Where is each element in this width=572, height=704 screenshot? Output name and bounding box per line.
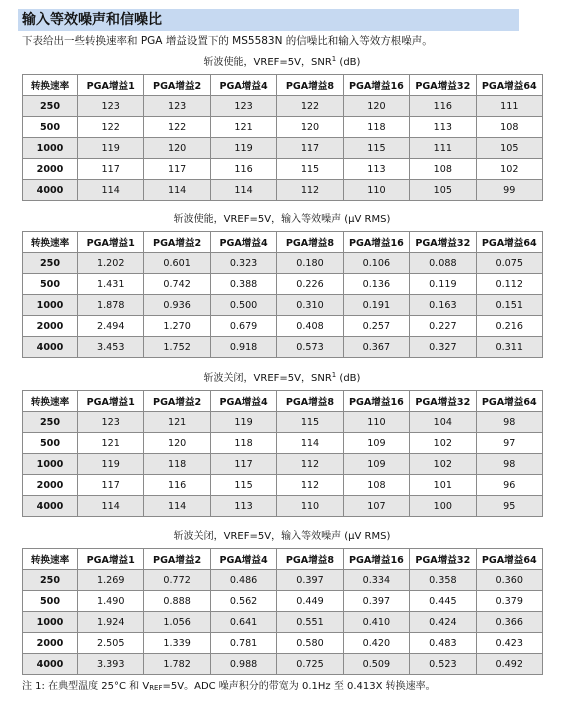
table-caption [22,372,542,386]
table-cell: 102 [476,159,542,180]
table-cell: 0.523 [410,654,476,675]
table-cell: 114 [78,496,144,517]
table-cell: 114 [144,180,210,201]
column-header: PGA增益64 [476,549,542,570]
table-row [23,96,543,117]
column-header: PGA增益1 [78,391,144,412]
row-label-rate: 500 [23,591,78,612]
table-cell: 1.270 [144,316,210,337]
table-cell: 116 [410,96,476,117]
table-cell: 0.075 [476,253,542,274]
table-row [23,454,543,475]
table-cell: 0.106 [343,253,409,274]
table-row [23,496,543,517]
table-cell: 120 [144,138,210,159]
table-cell: 1.056 [144,612,210,633]
column-header: PGA增益1 [78,232,144,253]
table-cell: 115 [277,412,343,433]
footnote-subscript: REF [149,684,163,692]
table-cell: 120 [144,433,210,454]
column-header: PGA增益4 [210,232,276,253]
table-cell: 0.423 [476,633,542,654]
table-cell: 0.551 [277,612,343,633]
column-header: PGA增益8 [277,232,343,253]
table-cell: 117 [210,454,276,475]
table-cell: 117 [144,159,210,180]
table-cell: 0.191 [343,295,409,316]
table-cell: 0.573 [277,337,343,358]
table-cell: 123 [144,96,210,117]
column-header: PGA增益64 [476,232,542,253]
table-cell: 97 [476,433,542,454]
table-row [23,180,543,201]
table-cell: 0.366 [476,612,542,633]
table-header-row [23,391,543,412]
table-cell: 121 [144,412,210,433]
table-caption-text: 斩波使能，VREF=5V，SNR [203,57,332,68]
table-header-row [23,75,543,96]
table-cell: 0.408 [277,316,343,337]
row-label-rate: 2000 [23,633,78,654]
table-row [23,316,543,337]
row-label-rate: 2000 [23,316,78,337]
table-cell: 1.878 [78,295,144,316]
table-cell: 0.424 [410,612,476,633]
table-cell: 101 [410,475,476,496]
table-caption [22,56,542,70]
column-header: PGA增益4 [210,75,276,96]
footnote-prefix: 注 1: 在典型温度 25°C 和 V [22,681,150,692]
column-header: PGA增益1 [78,549,144,570]
table-cell: 98 [476,454,542,475]
column-header: PGA增益8 [277,75,343,96]
row-label-rate: 2000 [23,159,78,180]
table-cell: 120 [277,117,343,138]
column-header: PGA增益2 [144,549,210,570]
table-cell: 117 [78,159,144,180]
table-cell: 117 [277,138,343,159]
table-cell: 119 [210,412,276,433]
table-cell: 111 [476,96,542,117]
table-cell: 112 [277,454,343,475]
table-cell: 1.752 [144,337,210,358]
table-row [23,433,543,454]
column-header: PGA增益64 [476,391,542,412]
table-header-row [23,232,543,253]
table-caption-footnote-ref: 1 [331,55,337,63]
table-cell: 123 [78,412,144,433]
table-cell: 0.397 [343,591,409,612]
table-cell: 2.494 [78,316,144,337]
table-cell: 0.151 [476,295,542,316]
table-cell: 0.119 [410,274,476,295]
table-row [23,412,543,433]
table-cell: 119 [78,138,144,159]
column-header: PGA增益8 [277,391,343,412]
table-cell: 110 [277,496,343,517]
column-header: PGA增益2 [144,391,210,412]
table-cell: 1.924 [78,612,144,633]
table-cell: 0.226 [277,274,343,295]
table-cell: 107 [343,496,409,517]
table-cell: 121 [210,117,276,138]
data-table [22,231,543,358]
table-cell: 0.397 [277,570,343,591]
row-label-rate: 250 [23,253,78,274]
table-cell: 110 [343,412,409,433]
table-cell: 119 [78,454,144,475]
table-cell: 118 [210,433,276,454]
table-caption-unit: (dB) [336,373,361,384]
table-cell: 3.453 [78,337,144,358]
column-header: 转换速率 [23,232,78,253]
table-cell: 0.323 [210,253,276,274]
table-cell: 1.431 [78,274,144,295]
table-cell: 1.339 [144,633,210,654]
table-cell: 115 [210,475,276,496]
column-header: PGA增益16 [343,232,409,253]
row-label-rate: 4000 [23,496,78,517]
table-cell: 0.742 [144,274,210,295]
table-row [23,117,543,138]
table-cell: 122 [144,117,210,138]
table-cell: 121 [78,433,144,454]
table-cell: 113 [210,496,276,517]
row-label-rate: 500 [23,433,78,454]
table-cell: 0.136 [343,274,409,295]
table-cell: 123 [210,96,276,117]
table-cell: 0.180 [277,253,343,274]
table-cell: 116 [144,475,210,496]
table-cell: 0.888 [144,591,210,612]
table-cell: 0.088 [410,253,476,274]
row-label-rate: 500 [23,117,78,138]
table-row [23,591,543,612]
table-row [23,654,543,675]
table-caption-unit: (dB) [336,57,361,68]
table-cell: 114 [78,180,144,201]
table-row [23,570,543,591]
table-cell: 113 [343,159,409,180]
table-cell: 1.782 [144,654,210,675]
table-cell: 0.334 [343,570,409,591]
table-cell: 0.163 [410,295,476,316]
table-caption-footnote-ref: 1 [331,371,337,379]
column-header: PGA增益2 [144,232,210,253]
table-cell: 109 [343,433,409,454]
table-cell: 108 [476,117,542,138]
row-label-rate: 4000 [23,180,78,201]
table-cell: 0.500 [210,295,276,316]
row-label-rate: 500 [23,274,78,295]
table-row [23,295,543,316]
table-cell: 118 [343,117,409,138]
table-cell: 105 [410,180,476,201]
table-cell: 0.483 [410,633,476,654]
data-table [22,74,543,201]
column-header: PGA增益16 [343,75,409,96]
table-cell: 2.505 [78,633,144,654]
table-cell: 0.509 [343,654,409,675]
row-label-rate: 2000 [23,475,78,496]
table-cell: 114 [277,433,343,454]
table-cell: 1.202 [78,253,144,274]
column-header: 转换速率 [23,391,78,412]
table-cell: 0.449 [277,591,343,612]
table-cell: 0.679 [210,316,276,337]
row-label-rate: 1000 [23,454,78,475]
table-caption [22,530,542,544]
table-cell: 0.227 [410,316,476,337]
table-cell: 0.936 [144,295,210,316]
table-cell: 0.445 [410,591,476,612]
table-cell: 0.486 [210,570,276,591]
table-cell: 100 [410,496,476,517]
table-cell: 0.311 [476,337,542,358]
table-cell: 96 [476,475,542,496]
column-header: PGA增益4 [210,391,276,412]
table-cell: 118 [144,454,210,475]
table-cell: 0.358 [410,570,476,591]
table-caption-text: 斩波使能，VREF=5V，输入等效噪声 (µV RMS) [173,214,391,225]
column-header: 转换速率 [23,549,78,570]
table-cell: 0.772 [144,570,210,591]
data-table [22,548,543,675]
row-label-rate: 250 [23,570,78,591]
table-cell: 108 [343,475,409,496]
row-label-rate: 1000 [23,138,78,159]
table-cell: 0.257 [343,316,409,337]
column-header: PGA增益8 [277,549,343,570]
table-cell: 0.562 [210,591,276,612]
table-cell: 119 [210,138,276,159]
table-cell: 114 [210,180,276,201]
table-cell: 117 [78,475,144,496]
table-cell: 102 [410,454,476,475]
row-label-rate: 4000 [23,654,78,675]
table-cell: 0.918 [210,337,276,358]
table-cell: 120 [343,96,409,117]
table-cell: 98 [476,412,542,433]
table-cell: 0.410 [343,612,409,633]
intro-paragraph: 下表给出一些转换速率和 PGA 增益设置下的 MS5583N 的信噪比和输入等效方根噪声。 [22,35,433,47]
table-row [23,633,543,654]
row-label-rate: 250 [23,412,78,433]
table-cell: 104 [410,412,476,433]
table-cell: 108 [410,159,476,180]
column-header: PGA增益1 [78,75,144,96]
table-row [23,337,543,358]
table-cell: 0.580 [277,633,343,654]
table-cell: 0.367 [343,337,409,358]
table-cell: 0.601 [144,253,210,274]
table-cell: 0.781 [210,633,276,654]
table-cell: 0.988 [210,654,276,675]
row-label-rate: 250 [23,96,78,117]
column-header: PGA增益32 [410,232,476,253]
table-cell: 123 [78,96,144,117]
row-label-rate: 4000 [23,337,78,358]
footnote [22,680,436,694]
column-header: PGA增益16 [343,391,409,412]
column-header: PGA增益4 [210,549,276,570]
section-heading: 输入等效噪声和信噪比 [18,9,519,31]
column-header: PGA增益32 [410,549,476,570]
row-label-rate: 1000 [23,612,78,633]
column-header: PGA增益32 [410,75,476,96]
table-cell: 115 [277,159,343,180]
table-cell: 0.112 [476,274,542,295]
table-row [23,612,543,633]
table-cell: 1.490 [78,591,144,612]
data-table [22,390,543,517]
table-caption-text: 斩波关闭，VREF=5V，输入等效噪声 (µV RMS) [173,531,391,542]
table-cell: 109 [343,454,409,475]
table-header-row [23,549,543,570]
table-row [23,475,543,496]
column-header: 转换速率 [23,75,78,96]
table-cell: 1.269 [78,570,144,591]
column-header: PGA增益2 [144,75,210,96]
table-cell: 0.641 [210,612,276,633]
table-cell: 113 [410,117,476,138]
row-label-rate: 1000 [23,295,78,316]
table-cell: 102 [410,433,476,454]
table-cell: 0.310 [277,295,343,316]
table-row [23,274,543,295]
table-caption [22,213,542,227]
column-header: PGA增益32 [410,391,476,412]
table-cell: 0.388 [210,274,276,295]
column-header: PGA增益64 [476,75,542,96]
table-cell: 3.393 [78,654,144,675]
footnote-suffix: =5V。ADC 噪声积分的带宽为 0.1Hz 至 0.413X 转换速率。 [162,681,436,692]
table-row [23,138,543,159]
table-cell: 114 [144,496,210,517]
table-cell: 122 [78,117,144,138]
table-cell: 0.420 [343,633,409,654]
table-cell: 105 [476,138,542,159]
table-cell: 95 [476,496,542,517]
column-header: PGA增益16 [343,549,409,570]
table-cell: 0.360 [476,570,542,591]
table-row [23,159,543,180]
table-cell: 0.216 [476,316,542,337]
table-cell: 0.379 [476,591,542,612]
table-cell: 116 [210,159,276,180]
table-cell: 112 [277,475,343,496]
table-cell: 0.725 [277,654,343,675]
table-cell: 0.327 [410,337,476,358]
table-cell: 0.492 [476,654,542,675]
table-row [23,253,543,274]
table-cell: 122 [277,96,343,117]
table-cell: 112 [277,180,343,201]
table-cell: 110 [343,180,409,201]
table-cell: 99 [476,180,542,201]
table-cell: 111 [410,138,476,159]
table-cell: 115 [343,138,409,159]
table-caption-text: 斩波关闭，VREF=5V，SNR [203,373,332,384]
